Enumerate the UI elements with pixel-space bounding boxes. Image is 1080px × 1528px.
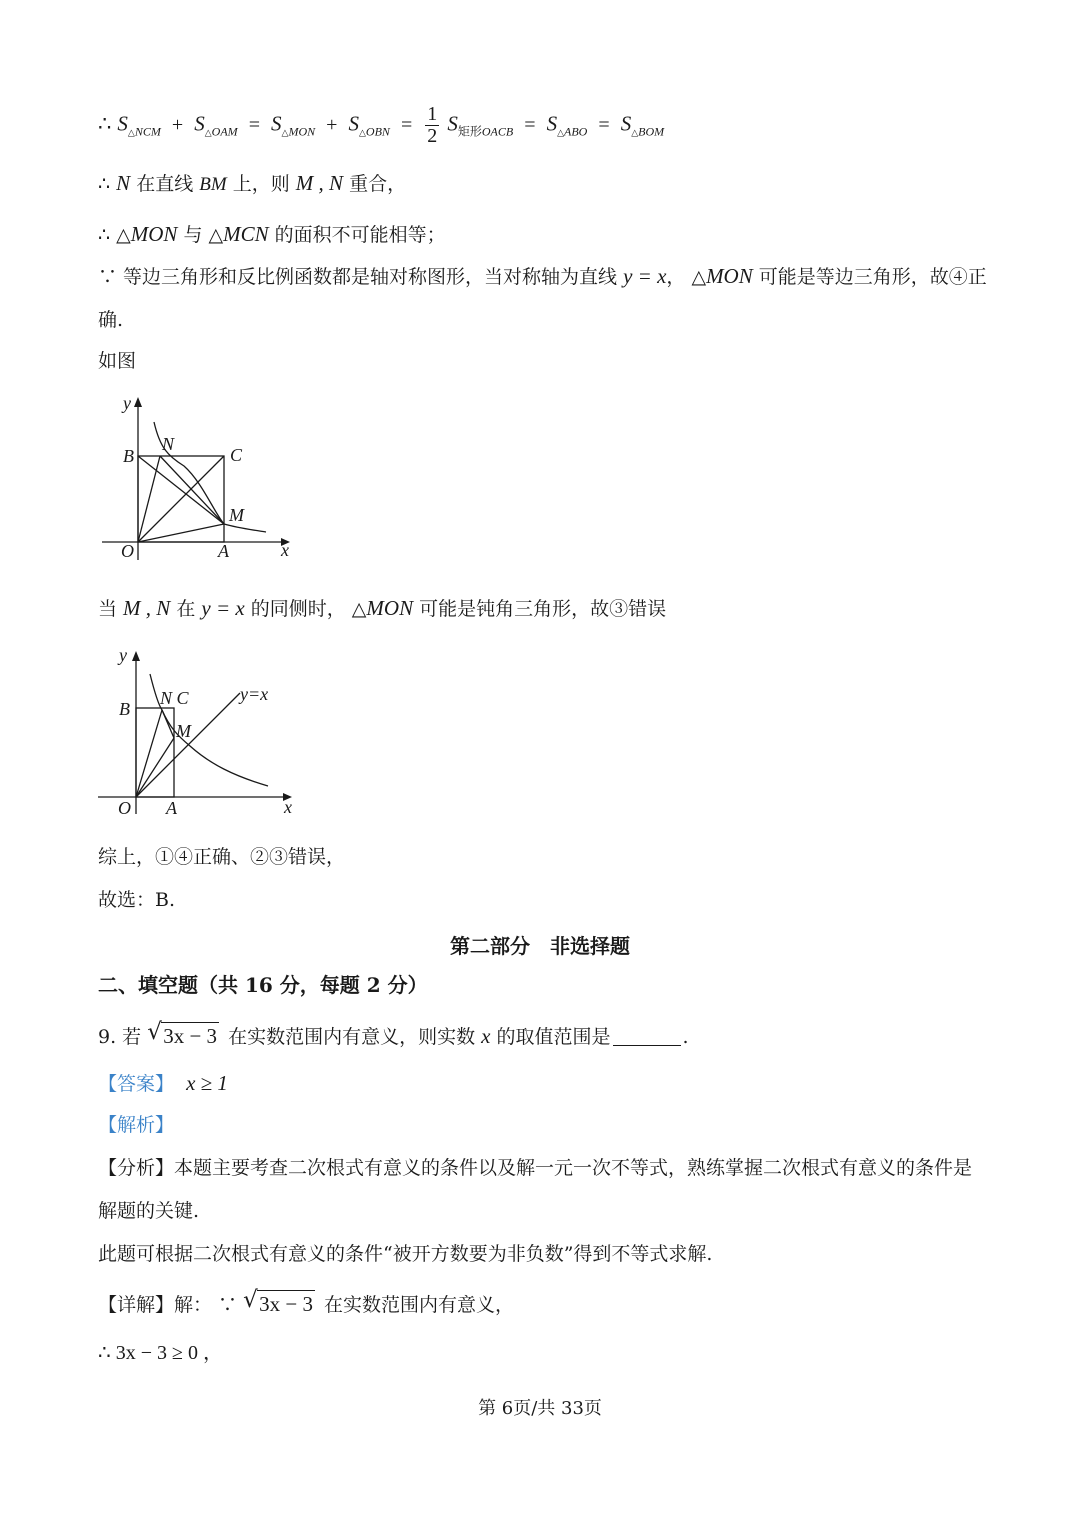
statement-n-on-bm: ∴ N 在直线 BM 上，则 M , N 重合， bbox=[98, 171, 407, 195]
diagonal-oc bbox=[138, 456, 224, 542]
statement-equilateral: ∵ 等边三角形和反比例函数都是轴对称图形，当对称轴为直线 y = x， △MON 可能是等边三角形，故④正 bbox=[98, 264, 987, 288]
origin-label: O bbox=[121, 541, 134, 561]
choice-line: 故选：B. bbox=[98, 889, 176, 911]
x-axis-label: x bbox=[284, 797, 292, 817]
section-heading: 二、填空题（共 16 分，每题 2 分） bbox=[98, 973, 428, 997]
y-axis-arrow bbox=[132, 651, 140, 661]
as-shown-label: 如图 bbox=[98, 350, 137, 372]
answer-value: x ≥ 1 bbox=[186, 1071, 228, 1095]
point-n-label: N bbox=[162, 434, 175, 454]
question-9: 9. 若 √ 3x − 3 在实数范围内有意义，则实数 x 的取值范围是 . bbox=[98, 1019, 689, 1048]
point-c-label: C bbox=[230, 445, 243, 465]
point-nc-label: N C bbox=[160, 688, 189, 708]
square-root: √ 3x − 3 bbox=[147, 1019, 218, 1048]
part-heading: 第二部分 非选择题 bbox=[450, 934, 630, 958]
segment-om bbox=[136, 738, 174, 797]
statement-continued: 确. bbox=[98, 309, 124, 331]
point-b-label: B bbox=[119, 699, 130, 719]
analysis-line-3: 此题可根据二次根式有意义的条件“被开方数要为非负数”得到不等式求解. bbox=[98, 1243, 713, 1265]
analysis-line-2: 解题的关键. bbox=[98, 1200, 200, 1222]
summary-line: 综上，①④正确、②③错误， bbox=[98, 846, 346, 868]
answer-blank bbox=[613, 1029, 681, 1046]
answer-line bbox=[98, 1071, 228, 1096]
analysis-line-1: 【分析】本题主要考查二次根式有意义的条件以及解一元一次不等式，熟练掌握二次根式有意义的条件是 bbox=[98, 1157, 973, 1179]
area-equation: ∴ $S_{\triangle NCM} + S_{\triangle OAM} = S_{\triangle MON} + S_{\triangle OBN}$ = $\frac{1}{2}$ $S_{矩形OACB} = S_{\triangle ABO} = S_{\triangle BOM}$ bbox=[98, 103, 665, 147]
y-axis-label: y bbox=[123, 393, 131, 413]
statement-same-side: 当 M , N 在 y = x 的同侧时， △MON 可能是钝角三角形，故③错误 bbox=[98, 596, 667, 620]
fraction-one-half: $\frac{1}{2}$ bbox=[427, 103, 438, 147]
inequality-line: ∴ 3x − 3 ≥ 0 ， bbox=[98, 1342, 223, 1364]
point-m-label: M bbox=[176, 721, 191, 741]
origin-label: O bbox=[118, 798, 131, 818]
point-b-label: B bbox=[123, 446, 134, 466]
point-a-label: A bbox=[218, 541, 229, 561]
y-axis-arrow bbox=[134, 397, 142, 407]
x-axis-label: x bbox=[281, 540, 289, 560]
segment-nm bbox=[162, 710, 174, 738]
square-root: √ 3x − 3 bbox=[243, 1287, 313, 1316]
line-y-equals-x-label: y=x bbox=[240, 684, 269, 704]
segment-om bbox=[138, 524, 224, 542]
figure-rectangle-oacb bbox=[98, 392, 303, 567]
answer-tag: 【答案】 bbox=[98, 1073, 175, 1095]
y-axis-label: y bbox=[119, 645, 127, 665]
point-a-label: A bbox=[166, 798, 177, 818]
figure-line-y-equals-x bbox=[94, 640, 304, 822]
detail-line: 【详解】解： ∵ √ 3x − 3 在实数范围内有意义， bbox=[98, 1287, 514, 1316]
point-m-label: M bbox=[229, 505, 244, 525]
page-footer: 第 6页/共 33页 bbox=[478, 1398, 602, 1419]
analysis-tag: 【解析】 bbox=[98, 1114, 175, 1136]
statement-areas-unequal: ∴ △MON 与 △MCN 的面积不可能相等； bbox=[98, 222, 446, 246]
segment-on bbox=[138, 456, 160, 542]
